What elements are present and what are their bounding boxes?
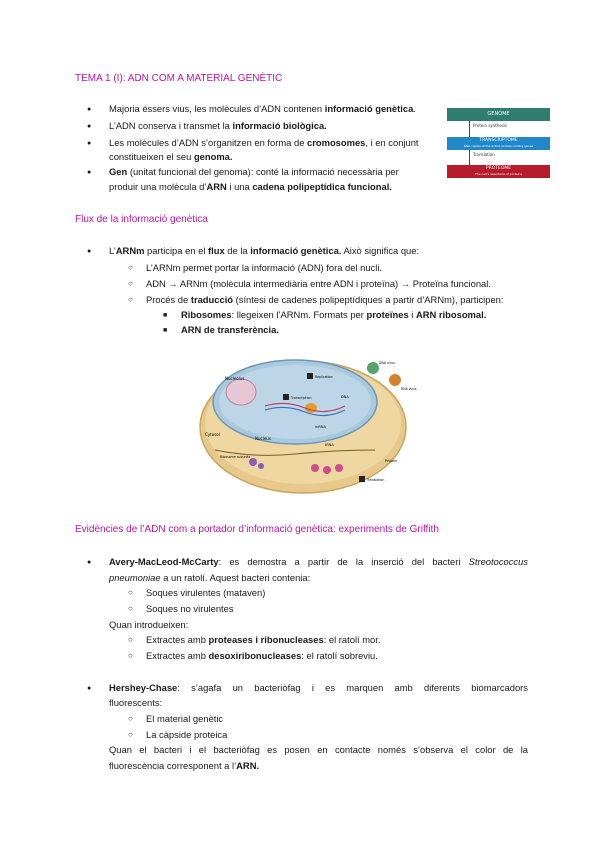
page-title: TEMA 1 (I): ADN COM A MATERIAL GENÈTIC — [75, 73, 283, 84]
label-protein: Protein — [385, 459, 398, 463]
text: Les molècules d’ADN s’organitzen en forma de — [109, 137, 308, 148]
label-nucleolus: Nucleolus — [225, 376, 245, 381]
step-marker — [359, 476, 365, 482]
label-cytosol: Cytosol — [205, 432, 220, 437]
label-nucleus: Nucleus — [255, 436, 271, 441]
flux-subsub-1 — [181, 309, 486, 321]
intro-bullet-3-cont — [109, 151, 233, 163]
nucleolus — [226, 379, 256, 405]
bold-text: informació genètica. — [250, 245, 342, 256]
section-heading-flux: Flux de la informació genètica — [75, 214, 208, 225]
text: de la — [224, 245, 251, 256]
text: : s’agafa un bacteriòfag i es marquen amb diferents biomarcadors — [177, 682, 528, 693]
flux-sub-1: ○ L’ARNm permet portar la informació (ADN) fora del nucli. — [146, 262, 382, 274]
bold-text: Hershey-Chase — [109, 682, 178, 693]
griffith-sub-6: ○ La càpside proteica — [146, 729, 227, 741]
bold-text: cromosomes — [307, 137, 366, 148]
ribosome — [323, 466, 331, 474]
ribosome-subunit — [258, 463, 264, 469]
proteome-label: PROTEOME — [485, 166, 512, 171]
flux-sub-3 — [146, 294, 503, 306]
griffith-bullet-1 — [109, 556, 528, 568]
text: L’ADN conserva i transmet la — [109, 120, 233, 131]
bold-text: ARN. — [236, 760, 260, 771]
griffith-sub-5: ○ El material genètic — [146, 713, 223, 725]
text: Procés de — [146, 294, 191, 305]
bold-text: cadena polipeptídica funcional. — [252, 181, 392, 192]
transcriptome-box — [447, 137, 550, 150]
text: . — [413, 103, 416, 114]
section-heading-griffith: Evidències de l’ADN com a portador d’informació genètica: experiments de Griffith — [75, 524, 439, 535]
italic-text: pneumoniae — [109, 572, 161, 583]
bold-text: ARN — [206, 181, 227, 192]
text: Extractes amb — [146, 650, 209, 661]
transcriptome-sub: RNA copies of the active protein-coding genes — [463, 144, 534, 148]
text: produir una molècula d’ — [109, 181, 207, 192]
text: (síntesi de cadenes polipeptídiques a partir d’ARNm), participen: — [233, 294, 504, 305]
genome-flow-figure — [447, 108, 550, 178]
text: , i en conjunt — [365, 137, 419, 148]
label-translation: Translation — [367, 478, 385, 482]
bold-text: informació biològica. — [232, 120, 327, 131]
intro-bullet-1 — [109, 103, 416, 115]
arrow-line — [469, 121, 470, 137]
text: (unitat funcional del genoma): conté la informació necessària per — [127, 166, 399, 177]
flux-bullet-1 — [109, 245, 419, 257]
text: constitueixen el seu — [109, 151, 194, 162]
griffith-paragraph-cont — [109, 760, 259, 772]
dna-virus-icon — [367, 362, 379, 374]
griffith-bullet-2-cont: fluorescents: — [109, 697, 163, 708]
label-trna: tRNA — [325, 443, 334, 447]
label-replication: Replication — [315, 375, 333, 379]
intro-bullet-4 — [109, 166, 399, 178]
text: a un ratolí. Aquest bacteri contenia: — [160, 572, 311, 583]
bold-text: Avery-MacLeod-McCarty — [109, 556, 219, 567]
genome-note: Protein synthesis — [473, 123, 508, 128]
bold-text: informació genètica — [324, 103, 414, 114]
griffith-intro: Quan introdueixen: — [109, 619, 189, 630]
intro-bullet-3 — [109, 137, 419, 149]
griffith-paragraph: Quan el bacteri i el bacteriòfag es posen en contacte només s’observa el color de la — [109, 744, 528, 755]
arrow-line — [469, 150, 470, 165]
text: fluorescència corresponent a l’ — [109, 760, 237, 771]
text: : el ratolí sobreviu. — [301, 650, 378, 661]
griffith-sub-3 — [146, 634, 380, 646]
label-transcription: Transcription — [291, 396, 312, 400]
label-mrna: mRNA — [315, 425, 326, 429]
bold-text: proteases i ribonucleases — [208, 634, 324, 645]
genome-box: GENOME — [447, 108, 550, 121]
label-dna-virus: DNA virus — [379, 361, 395, 365]
text: Extractes amb — [146, 634, 209, 645]
proteome-box — [447, 165, 550, 178]
transcriptome-label: TRANSCRIPTOME — [479, 138, 518, 143]
bold-text: genoma. — [193, 151, 233, 162]
intro-bullet-2 — [109, 120, 327, 132]
label-dna: DNA — [341, 395, 349, 399]
griffith-bullet-2 — [109, 682, 528, 694]
transcriptome-note: Translation — [473, 152, 495, 157]
ribosome — [335, 464, 343, 472]
text: Això significa que: — [341, 245, 420, 256]
text: i una — [226, 181, 253, 192]
griffith-bullet-1-cont — [109, 572, 310, 584]
text: Majoria éssers vius, les molècules d’ADN contenen — [109, 103, 325, 114]
bold-text: desoxiribonucleases — [208, 650, 302, 661]
proteome-sub: The cell’s repertoire of proteins — [474, 172, 523, 176]
cell-diagram — [195, 350, 420, 498]
label-rna-virus: RNA virus — [401, 387, 417, 391]
label-ribosome: Ribosome subunits — [220, 455, 251, 459]
text: L’ — [109, 245, 116, 256]
griffith-sub-2: ○ Soques no virulentes — [146, 603, 234, 615]
text: : el ratolí mor. — [323, 634, 381, 645]
step-marker — [307, 373, 313, 379]
text: i — [408, 309, 416, 320]
flux-sub-2: ○ ADN → ARNm (molècula intermediària entre ADN i proteïna) → Proteïna funcional. — [146, 278, 491, 290]
bold-text: flux — [208, 245, 225, 256]
ribosome — [311, 464, 319, 472]
text: participa en el — [144, 245, 209, 256]
griffith-sub-1: ○ Soques virulentes (mataven) — [146, 587, 265, 599]
ribosome-subunit — [249, 458, 257, 466]
rna-virus-icon — [389, 374, 401, 386]
text: : llegeixen l’ARNm. Formats per — [231, 309, 367, 320]
intro-bullet-4-cont — [109, 181, 392, 193]
bold-text: Ribosomes — [181, 309, 232, 320]
bold-text: ARN ribosomal. — [415, 309, 487, 320]
italic-text: Streotococcus — [468, 556, 528, 567]
bold-text: ARN de transferència. — [181, 324, 279, 335]
griffith-sub-4 — [146, 650, 378, 662]
step-marker — [283, 394, 289, 400]
flux-subsub-2 — [181, 324, 279, 336]
bold-text: proteïnes — [366, 309, 409, 320]
bold-text: Gen — [109, 166, 128, 177]
bold-text: traducció — [190, 294, 234, 305]
bold-text: ARNm — [115, 245, 145, 256]
text: : es demostra a partir de la inserció del bacteri — [218, 556, 469, 567]
